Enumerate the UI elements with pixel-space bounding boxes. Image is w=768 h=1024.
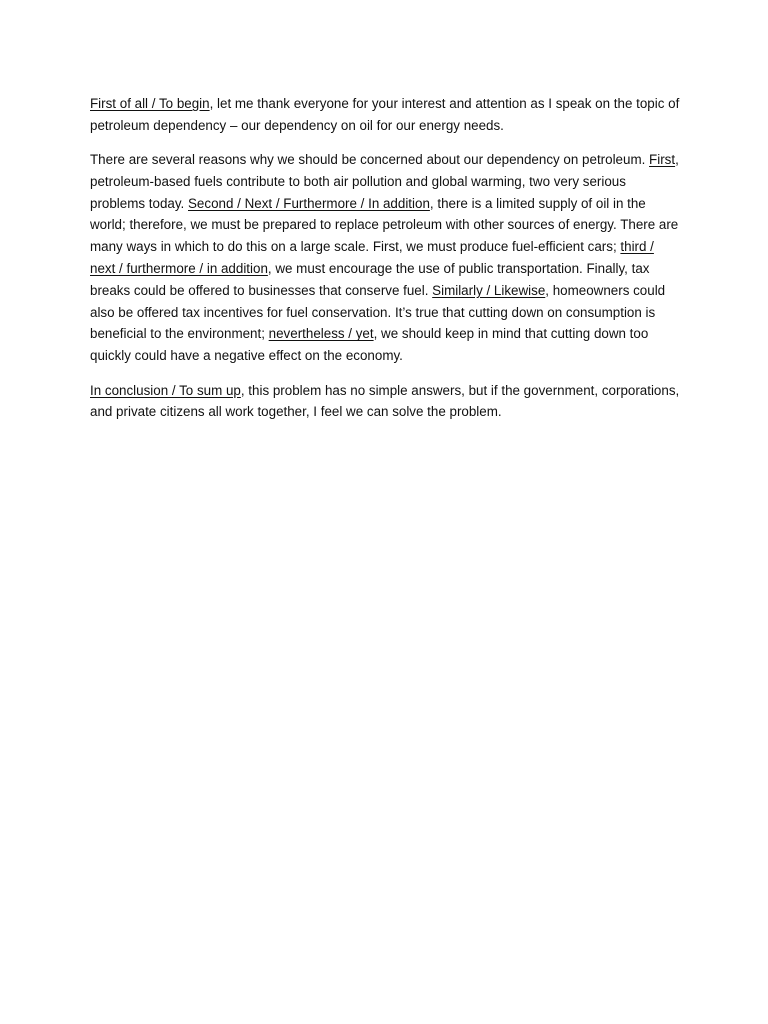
paragraph-text: , let me thank everyone for your interest and attention as I speak on the topic of petroleum dependency – our dependency on oil for our energy needs. [90, 96, 680, 133]
paragraph-text: , this problem has no simple answers, but if the government, corporations, and private citizens all work together, I feel we can solve the problem. [90, 382, 680, 420]
transition-phrase: Second / Next / Furthermore / In addition [188, 195, 430, 211]
paragraph-introduction [90, 93, 682, 137]
transition-phrase: Similarly / Likewise [432, 282, 546, 298]
paragraph-text: , homeowners could also be offered tax incentives for fuel conservation. It’s true that cutting down on consumption is beneficial to the environment; [90, 282, 666, 342]
paragraph-text: , we must encourage the use of public transportation. Finally, tax breaks could be offered to businesses that conserve fuel. [90, 261, 650, 298]
transition-phrase: nevertheless / yet [268, 326, 374, 342]
transition-phrase: third / next / furthermore / in addition [90, 239, 654, 277]
document-body [90, 93, 682, 436]
paragraph-body [90, 149, 682, 367]
paragraph-text: , there is a limited supply of oil in the world; therefore, we must be prepared to replace petroleum with other sources of energy. There are many ways in which to do this on a large scale. First, we must produce fuel-efficient cars; [90, 195, 679, 255]
paragraph-text: , petroleum-based fuels contribute to both air pollution and global warming, two very serious problems today. [90, 152, 679, 211]
paragraph-text: , we should keep in mind that cutting down too quickly could have a negative effect on the economy. [90, 326, 649, 364]
transition-phrase: First of all / To begin [90, 96, 210, 111]
paragraph-text: There are several reasons why we should be concerned about our dependency on petroleum. [90, 152, 650, 168]
paragraph-conclusion [90, 380, 682, 424]
transition-phrase: First [649, 152, 676, 168]
transition-phrase: In conclusion / To sum up [90, 382, 241, 398]
